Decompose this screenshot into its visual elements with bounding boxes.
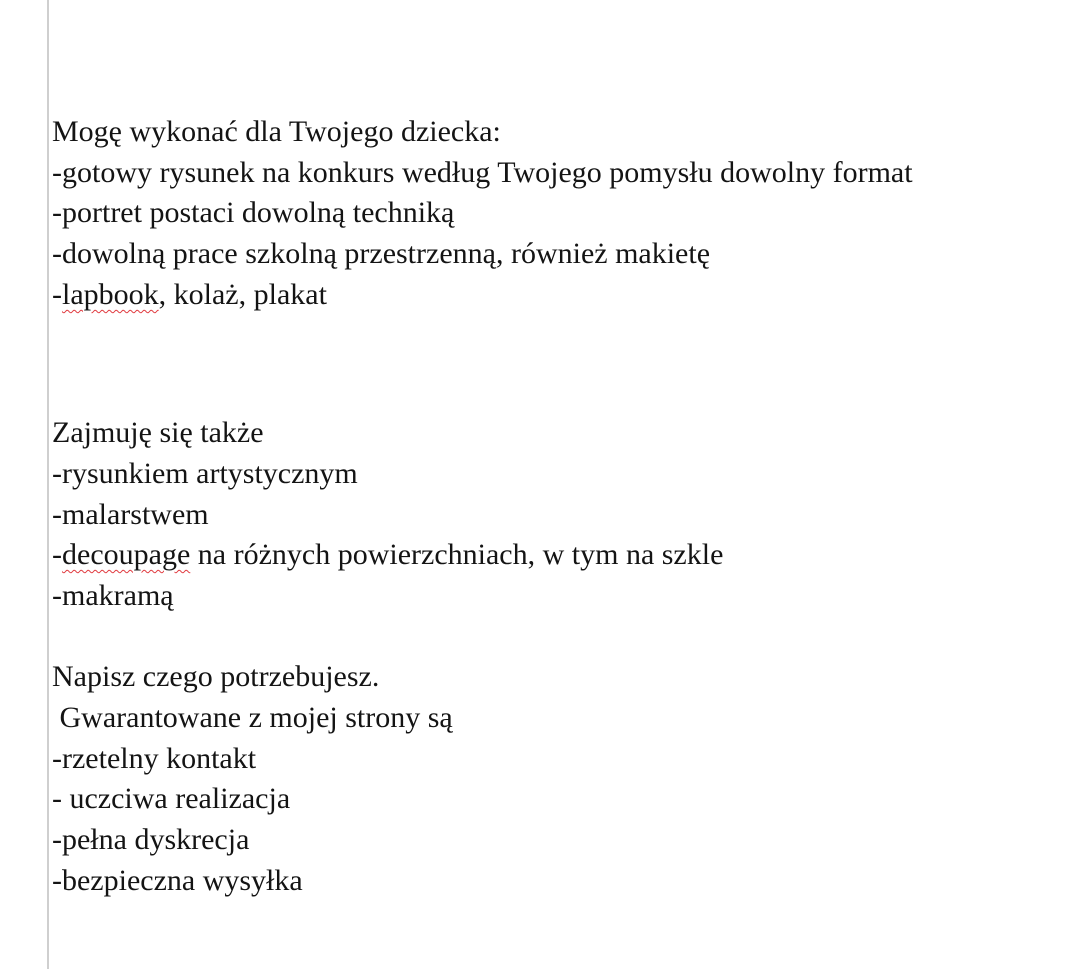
contact-line: Napisz czego potrzebujesz. (52, 660, 380, 694)
offer-item: -gotowy rysunek na konkurs według Twojego pomysłu dowolny format (52, 155, 913, 189)
offer-item: -portret postaci dowolną techniką (52, 196, 455, 230)
spellcheck-flagged-word: decoupage (62, 538, 191, 572)
skills-item: -makramą (52, 578, 174, 612)
skills-item-decoupage (52, 535, 1080, 576)
skills-heading: Zajmuję się także (52, 416, 264, 450)
offer-item-lapbook (52, 275, 1080, 316)
page-margin-line (47, 0, 49, 969)
offer-heading: Mogę wykonać dla Twojego dziecka: (52, 115, 501, 148)
skills-item-prefix: - (52, 538, 62, 572)
blank-line (52, 372, 1080, 413)
contact-item: -bezpieczna wysyłka (52, 863, 303, 897)
spellcheck-flagged-word: lapbook (62, 277, 159, 311)
skills-item: -rysunkiem artystycznym (52, 456, 358, 490)
contact-line: Gwarantowane z mojej strony są (52, 700, 453, 734)
offer-item: -dowolną prace szkolną przestrzenną, również makietę (52, 237, 711, 271)
contact-item: -pełna dyskrecja (52, 823, 250, 856)
contact-item: -rzetelny kontakt (52, 741, 257, 775)
offer-item-prefix: - (52, 277, 62, 311)
offer-item-rest: , kolaż, plakat (158, 277, 327, 311)
document-body[interactable] (52, 112, 1080, 901)
blank-line (52, 617, 1080, 658)
skills-item-rest: na różnych powierzchniach, w tym na szkle (190, 538, 724, 572)
skills-item: -malarstwem (52, 497, 209, 531)
blank-line (52, 315, 1080, 372)
contact-item: - uczciwa realizacja (52, 782, 291, 816)
